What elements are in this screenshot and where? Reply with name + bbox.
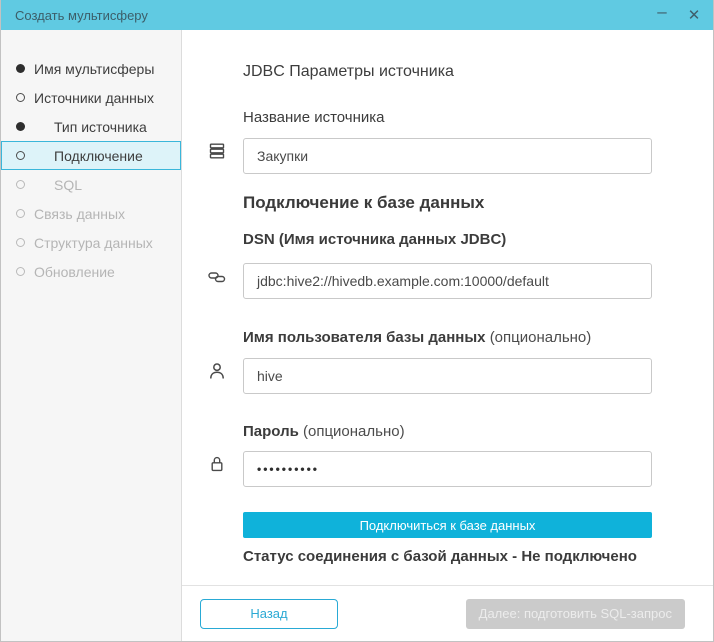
user-icon [206,360,228,382]
step-circle-icon [16,209,25,218]
minimize-icon[interactable]: – [657,2,667,21]
step-circle-icon [16,267,25,276]
step-circle-icon [16,180,25,189]
db-password-label: Пароль (опционально) [243,423,405,440]
step-circle-icon [16,238,25,247]
step-circle-icon [16,151,25,160]
source-name-label: Название источника [243,109,385,126]
connect-to-database-button[interactable]: Подключиться к базе данных [243,512,652,538]
dsn-label: DSN (Имя источника данных JDBC) [243,231,507,248]
db-username-label: Имя пользователя базы данных (опционально) [243,329,592,346]
optional-hint: (опционально) [489,329,592,346]
sidebar-item-refresh: Обновление [1,257,181,286]
link-icon [206,266,228,288]
dsn-input[interactable]: jdbc:hive2://hivedb.example.com:10000/default [243,263,652,299]
window-title: Создать мультисферу [15,7,148,23]
lock-icon [206,453,228,475]
sidebar-item-data-structure: Структура данных [1,228,181,257]
connection-form [182,30,713,585]
db-connection-heading: Подключение к базе данных [243,193,485,212]
optional-hint: (опционально) [303,423,405,440]
step-filled-dot-icon [16,122,25,131]
sidebar-item-sql: SQL [1,170,181,199]
db-username-input[interactable]: hive [243,358,652,394]
main-panel [182,30,713,641]
back-button[interactable]: Назад [200,599,338,629]
sidebar-item-data-sources[interactable]: Источники данных [1,83,181,112]
close-icon[interactable]: ✕ [687,7,701,24]
step-filled-dot-icon [16,64,25,73]
wizard-footer [182,585,713,641]
wizard-steps-sidebar [1,30,182,641]
db-password-input[interactable]: •••••••••• [243,451,652,487]
sidebar-item-source-type[interactable]: Тип источника [1,112,181,141]
page-title: JDBC Параметры источника [243,63,454,80]
source-name-input[interactable]: Закупки [243,138,652,174]
sidebar-item-data-link: Связь данных [1,199,181,228]
sidebar-item-multisphere-name[interactable]: Имя мультисферы [1,54,181,83]
sidebar-item-connection[interactable]: Подключение [1,141,181,170]
next-button: Далее: подготовить SQL-запрос [466,599,685,629]
connection-status-text: Статус соединения с базой данных - Не подключено [243,548,637,565]
titlebar[interactable] [0,0,714,30]
dialog-body [1,30,713,641]
step-circle-icon [16,93,25,102]
database-stack-icon [206,140,228,162]
